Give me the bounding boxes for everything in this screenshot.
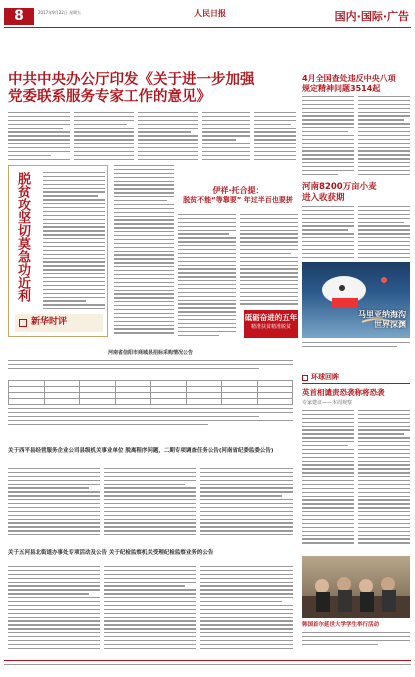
right-top-title-line2: 规定精神问题3514起 xyxy=(302,84,381,93)
right-mid-headline xyxy=(302,182,410,203)
fish-shape xyxy=(381,277,387,283)
students-illustration xyxy=(302,556,410,618)
banner xyxy=(244,310,298,338)
feature-title-line2: 脱贫不能“等靠要” 年过半百也要拼 xyxy=(183,196,293,204)
commentary-column-name: 新华时评 xyxy=(31,317,68,328)
lead-article-col4 xyxy=(202,112,250,162)
world-news-subtitle: 专家建议——本周观察 xyxy=(302,400,353,406)
notice-top-table xyxy=(8,380,293,405)
commentary-box xyxy=(8,165,108,337)
notice-top-footer xyxy=(8,408,293,436)
right-mid-title-line2: 进入收获期 xyxy=(302,192,345,203)
commentary-column-bar xyxy=(15,314,103,332)
photo-caption-overlay: 马里亚纳海沟 世界深渊 xyxy=(358,310,406,329)
world-news-text-b xyxy=(358,410,410,550)
lead-article-col2 xyxy=(74,112,134,162)
feature-col1 xyxy=(178,214,236,338)
lead-article-col5 xyxy=(254,112,296,162)
notice-2-title: 关于五河县北街道办事处专项活动及公告 关于纪检监察机关受理纪检监察业务的公告 xyxy=(8,550,214,556)
notice-top-text xyxy=(8,360,293,378)
right-mid-title-line1: 河南8200万亩小麦 xyxy=(302,182,377,192)
right-top-text-a xyxy=(302,96,354,176)
footer-text xyxy=(4,664,411,668)
right-mid-text-a xyxy=(302,206,354,262)
footer-bar xyxy=(4,660,411,668)
feature-col2 xyxy=(240,214,298,310)
section-title: 国内·国际·广告 xyxy=(334,10,409,23)
middle-col-a xyxy=(114,165,174,337)
feature-title-line1: 伊祥·托合提： xyxy=(212,186,264,195)
bottom-photo-caption: 韩国首尔延世大学学生举行活动 xyxy=(302,622,380,628)
notice-1-col3 xyxy=(200,468,293,540)
photo-caption-text xyxy=(302,342,410,356)
submersible-window xyxy=(339,285,345,291)
right-mid-text-b xyxy=(358,206,410,262)
world-news-text-a xyxy=(302,410,354,550)
lead-headline-line2: 党委联系服务专家工作的意见》 xyxy=(8,89,211,105)
commentary-vertical-title: 脱贫攻坚切莫急功近利 xyxy=(15,172,30,302)
lead-article-col1 xyxy=(8,112,70,162)
world-news-title: 英首相谴责恐袭称将恐袭 xyxy=(302,388,385,397)
square-icon xyxy=(302,375,308,381)
world-news-label-text: 环球回眸 xyxy=(311,373,339,382)
right-top-headline xyxy=(302,74,410,94)
right-top-text-b xyxy=(358,96,410,176)
commentary-text xyxy=(43,172,105,312)
banner-subtitle: 精准扶贫精准脱贫 xyxy=(250,324,291,331)
paper-name: 人民日报 xyxy=(194,8,226,18)
bottom-photo xyxy=(302,556,410,618)
notice-top-title: 河南省信阳市商城县招标采购情况公告 xyxy=(107,350,193,356)
lead-headline xyxy=(8,72,293,106)
notice-1-title: 关于西平县经营服务企业公司县级机关事业单位 脱离程序问题，二期专项调查任务公告(河南省纪委监委公告) xyxy=(8,448,274,454)
lead-article-col3 xyxy=(138,112,198,162)
masthead xyxy=(4,6,411,28)
submersible-photo xyxy=(302,262,410,338)
notice-2-col2 xyxy=(104,566,196,654)
notice-2-col3 xyxy=(200,566,293,654)
notice-1-col2 xyxy=(104,468,196,540)
banner-title: 砥砺奋进的五年 xyxy=(244,313,298,322)
page-number-badge: 8 xyxy=(4,8,34,25)
right-top-title-line1: 4月全国查处违反中央八项 xyxy=(302,74,396,83)
feature-headline xyxy=(178,186,298,205)
bottom-photo-text xyxy=(302,632,410,654)
date-line: 2017年9月22日 星期五 xyxy=(38,10,82,15)
notice-2-col1 xyxy=(8,566,100,654)
notice-1-col1 xyxy=(8,468,100,540)
world-news-label xyxy=(302,372,410,384)
lead-headline-line1: 中共中央办公厅印发《关于进一步加强 xyxy=(8,72,255,88)
square-icon xyxy=(19,319,27,327)
submersible-stripe xyxy=(332,298,358,308)
